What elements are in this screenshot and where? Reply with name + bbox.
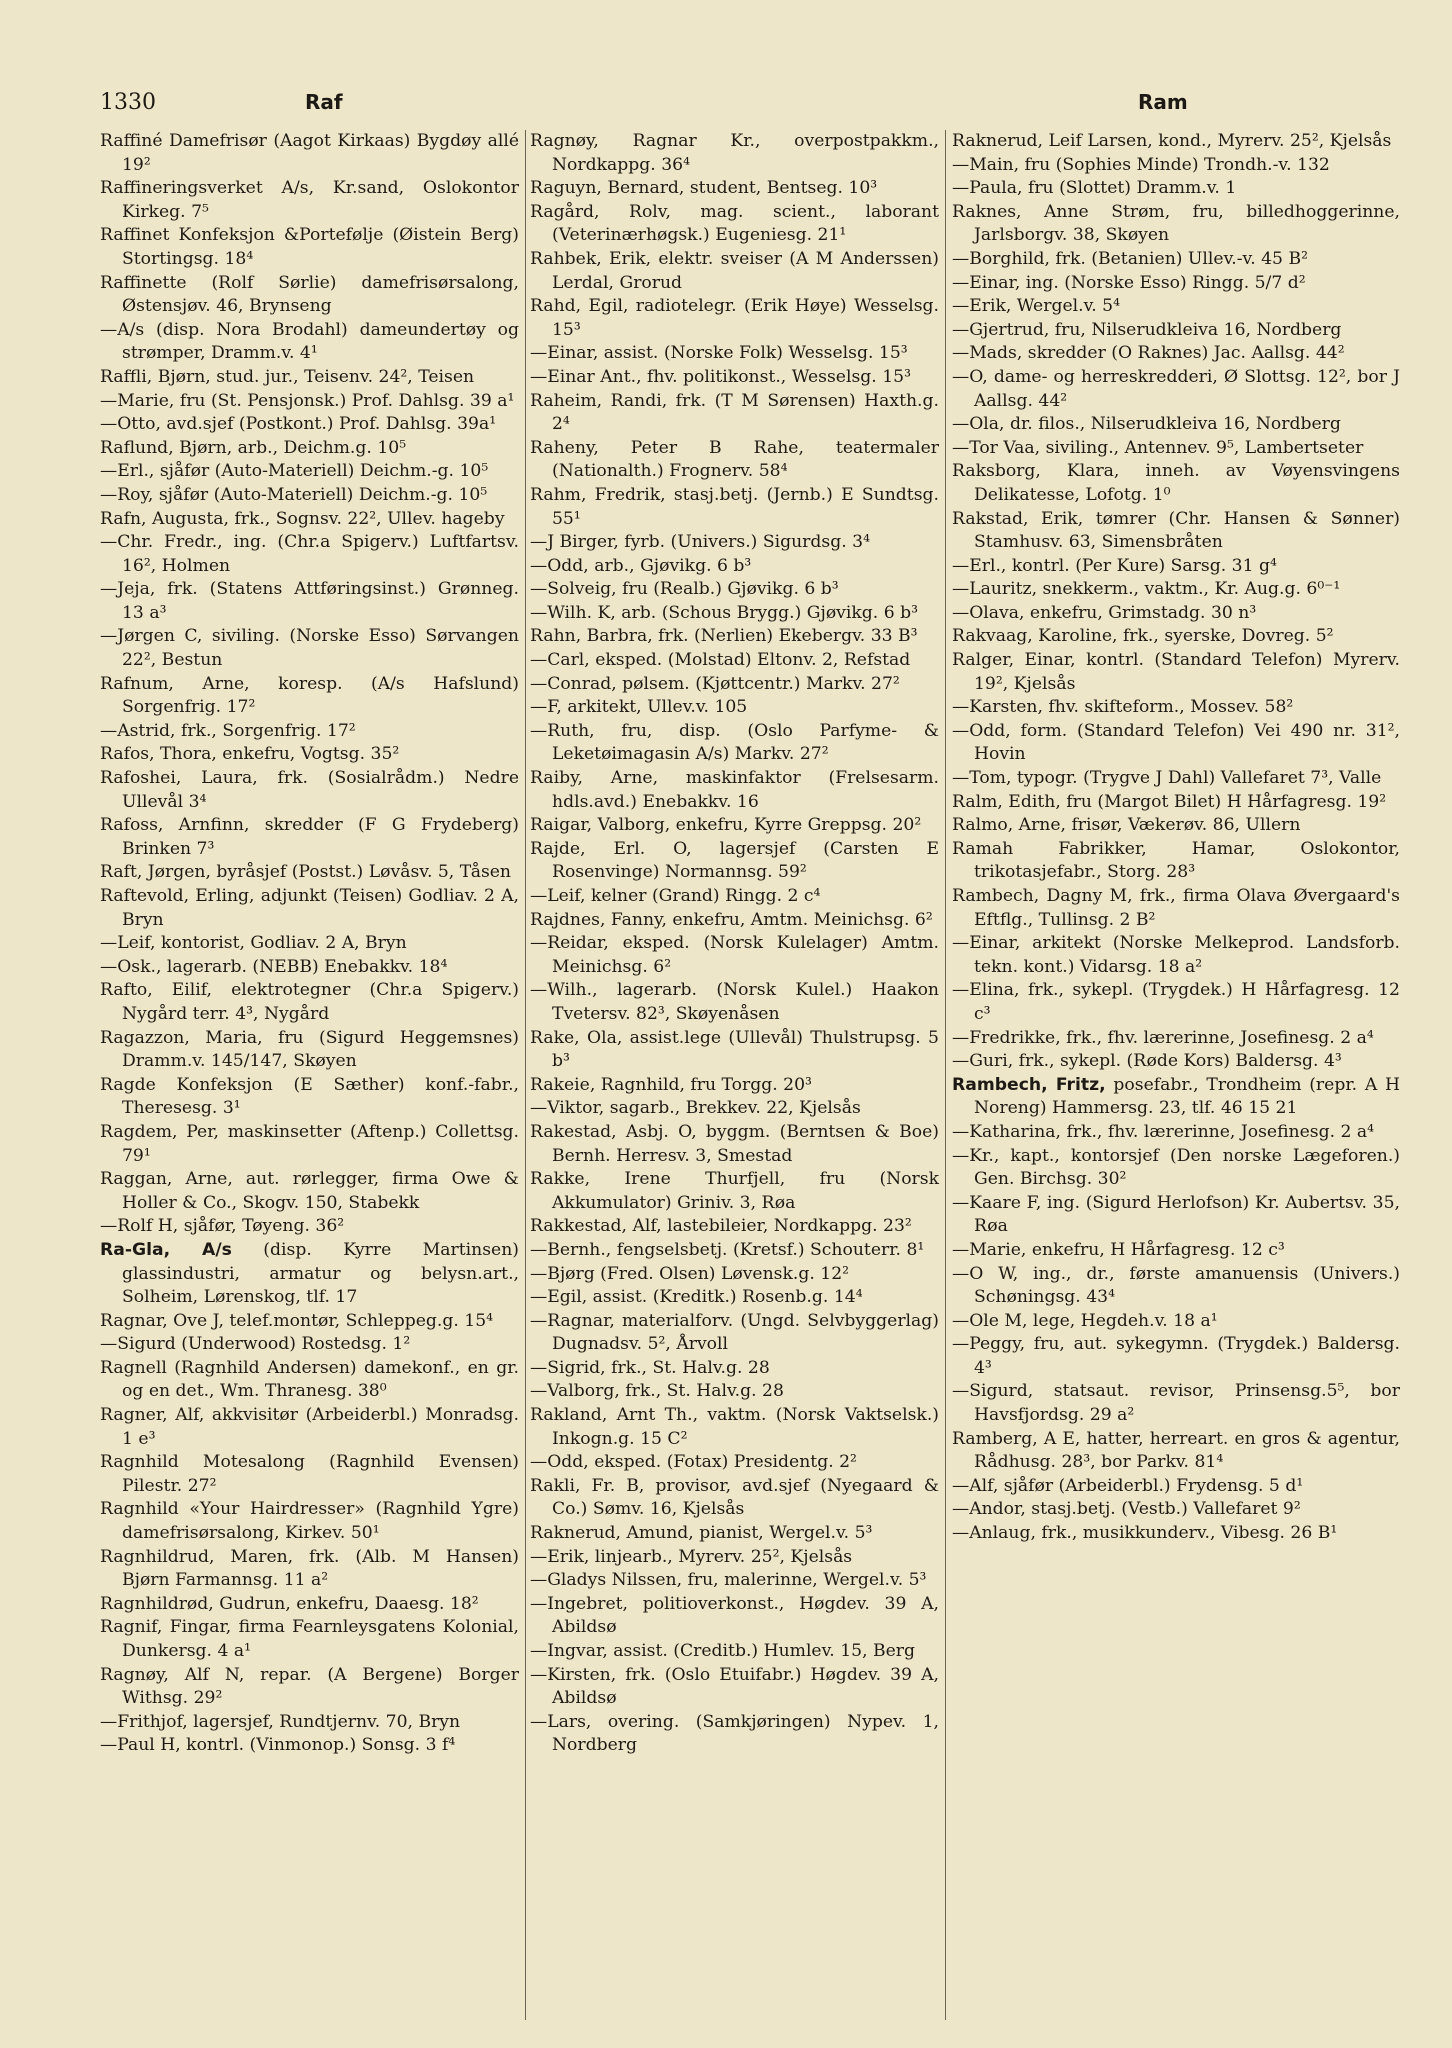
entry-text: Raheim, Randi, frk. (T M Sørensen) Haxth.g. 2⁴ bbox=[530, 390, 939, 435]
entry-text: Ramberg, A E, hatter, herreart. en gros & agentur, Rådhusg. 28³, bor Parkv. 81⁴ bbox=[952, 1428, 1400, 1473]
entry-text: —Erl., kontrl. (Per Kure) Sarsg. 31 g⁴ bbox=[952, 555, 1277, 576]
entry-text: —Gjertrud, fru, Nilserudkleiva 16, Nordberg bbox=[952, 319, 1342, 340]
directory-entry bbox=[952, 130, 1400, 154]
directory-entry bbox=[952, 578, 1400, 602]
entry-text: —Einar Ant., fhv. politikonst., Wesselsg. 15³ bbox=[530, 366, 911, 387]
entry-text: —Einar, ing. (Norske Esso) Ringg. 5/7 d² bbox=[952, 272, 1306, 293]
directory-entry bbox=[952, 508, 1400, 555]
entry-text: —Kaare F, ing. (Sigurd Herlofson) Kr. Aubertsv. 35, Røa bbox=[952, 1192, 1400, 1237]
entry-text: Rafto, Eilif, elektrotegner (Chr.a Spigerv.) Nygård terr. 4³, Nygård bbox=[100, 980, 519, 1024]
entry-text: —O W, ing., dr., første amanuensis (Univers.) Schøningsg. 43⁴ bbox=[952, 1263, 1400, 1308]
entry-text: —Lars, overing. (Samkjøringen) Nypev. 1, Nordberg bbox=[530, 1711, 939, 1756]
directory-entry bbox=[100, 1074, 519, 1121]
entry-text: Rahd, Egil, radiotelegr. (Erik Høye) Wesselsg. 15³ bbox=[530, 296, 939, 340]
entry-text: —Paula, fru (Slottet) Dramm.v. 1 bbox=[952, 178, 1237, 199]
page-number: 1330 bbox=[100, 90, 156, 115]
directory-entry bbox=[952, 1522, 1400, 1546]
directory-entry bbox=[952, 767, 1400, 791]
entry-text: Ragnøy, Alf N, repar. (A Bergene) Borger Withsg. 29² bbox=[100, 1664, 519, 1709]
directory-entry bbox=[530, 201, 939, 248]
entry-text: Ragner, Alf, akkvisitør (Arbeiderbl.) Monradsg. 1 e³ bbox=[100, 1405, 519, 1449]
columns bbox=[100, 130, 1402, 2020]
entry-text: —Solveig, fru (Realb.) Gjøvikg. 6 b³ bbox=[530, 579, 839, 600]
entry-text: —Bernh., fengselsbetj. (Kretsf.) Schouterr. 8¹ bbox=[530, 1239, 925, 1260]
directory-entry bbox=[952, 932, 1400, 979]
directory-entry bbox=[530, 1664, 939, 1711]
directory-entry bbox=[952, 1239, 1400, 1263]
entry-text: —Viktor, sagarb., Brekkev. 22, Kjelsås bbox=[530, 1098, 861, 1119]
entry-text: —Kr., kapt., kontorsjef (Den norske Lægeforen.) Gen. Birchsg. 30² bbox=[952, 1145, 1400, 1190]
entry-text: posefabr., Trondheim (repr. A H Noreng) Hammersg. 23, tlf. 46 15 21 bbox=[974, 1074, 1400, 1119]
directory-entry bbox=[530, 1451, 939, 1475]
directory-entry bbox=[952, 885, 1400, 932]
entry-text: Ragnhildrud, Maren, frk. (Alb. M Hansen) Bjørn Farmannsg. 11 a² bbox=[100, 1546, 519, 1591]
entry-text: —Ola, dr. filos., Nilserudkleiva 16, Nordberg bbox=[952, 414, 1341, 435]
directory-entry bbox=[100, 319, 519, 366]
directory-entry bbox=[530, 578, 939, 602]
entry-text: Ragdem, Per, maskinsetter (Aftenp.) Collettsg. 79¹ bbox=[100, 1121, 519, 1166]
directory-entry bbox=[530, 1380, 939, 1404]
right-guide-word: Ram bbox=[1138, 90, 1188, 114]
entry-text: Ramah Fabrikker, Hamar, Oslokontor, trikotasjefabr., Storg. 28³ bbox=[952, 838, 1400, 883]
entry-text: —Gladys Nilssen, fru, malerinne, Wergel.v. 5³ bbox=[530, 1570, 927, 1591]
directory-entry bbox=[530, 1215, 939, 1239]
entry-text: —Roy, sjåfør (Auto-Materiell) Deichm.-g. 10⁵ bbox=[100, 484, 488, 505]
directory-entry bbox=[530, 484, 939, 531]
directory-entry bbox=[100, 1616, 519, 1663]
column-1 bbox=[100, 130, 525, 2020]
directory-entry bbox=[100, 1498, 519, 1545]
entry-text: Ragazzon, Maria, fru (Sigurd Heggemsnes) Dramm.v. 145/147, Skøyen bbox=[100, 1027, 519, 1072]
directory-entry bbox=[100, 578, 519, 625]
directory-entry bbox=[952, 791, 1400, 815]
entry-text: —Ingvar, assist. (Creditb.) Humlev. 15, Berg bbox=[530, 1641, 916, 1661]
directory-entry bbox=[952, 366, 1400, 413]
entry-text: —Bjørg (Fred. Olsen) Løvensk.g. 12² bbox=[530, 1263, 850, 1284]
entry-text: —Andor, stasj.betj. (Vestb.) Vallefaret 9² bbox=[952, 1499, 1301, 1520]
entry-text: —Reidar, eksped. (Norsk Kulelager) Amtm. Meinichsg. 6² bbox=[530, 933, 939, 977]
entry-text: —O, dame- og herreskredderi, Ø Slottsg. 12², bor J Aallsg. 44² bbox=[952, 366, 1400, 411]
directory-entry bbox=[100, 1333, 519, 1357]
entry-text: —Conrad, pølsem. (Kjøttcentr.) Markv. 27² bbox=[530, 673, 900, 694]
entry-text: Ragnell (Ragnhild Andersen) damekonf., en gr. og en det., Wm. Thranesg. 38⁰ bbox=[100, 1357, 519, 1402]
directory-entry bbox=[530, 885, 939, 909]
entry-text: Rakli, Fr. B, provisor, avd.sjef (Nyegaard & Co.) Sømv. 16, Kjelsås bbox=[530, 1475, 939, 1520]
entry-text: Raffinet Konfeksjon &Portefølje (Øistein Berg) Stortingsg. 18⁴ bbox=[100, 225, 519, 269]
entry-text: —Paul H, kontrl. (Vinmonop.) Sonsg. 3 f⁴ bbox=[100, 1735, 456, 1756]
directory-entry bbox=[530, 909, 939, 933]
directory-entry bbox=[100, 861, 519, 885]
entry-text: Rake, Ola, assist.lege (Ullevål) Thulstrupsg. 5 b³ bbox=[530, 1027, 939, 1072]
column-2 bbox=[525, 130, 945, 2020]
entry-text: Raigar, Valborg, enkefru, Kyrre Greppsg. 20² bbox=[530, 815, 922, 836]
entry-text: —Valborg, frk., St. Halv.g. 28 bbox=[530, 1381, 784, 1402]
entry-text: Raftevold, Erling, adjunkt (Teisen) Godliav. 2 A, Bryn bbox=[100, 886, 519, 930]
directory-entry bbox=[952, 555, 1400, 579]
directory-entry bbox=[530, 1475, 939, 1522]
directory-entry bbox=[530, 1404, 939, 1451]
directory-entry bbox=[530, 177, 939, 201]
directory-entry bbox=[530, 130, 939, 177]
directory-entry bbox=[530, 390, 939, 437]
entry-text: —Kirsten, frk. (Oslo Etuifabr.) Høgdev. 39 A, Abildsø bbox=[530, 1664, 939, 1709]
directory-entry bbox=[100, 1215, 519, 1239]
directory-entry bbox=[100, 979, 519, 1026]
entry-text: —Rolf H, sjåfør, Tøyeng. 36² bbox=[100, 1216, 345, 1237]
directory-entry bbox=[952, 460, 1400, 507]
entry-text: Ragnhild «Your Hairdresser» (Ragnhild Ygre) damefrisørsalong, Kirkev. 50¹ bbox=[100, 1499, 519, 1544]
directory-entry bbox=[100, 1239, 519, 1310]
entry-text: —A/s (disp. Nora Brodahl) dameundertøy og strømper, Dramm.v. 4¹ bbox=[100, 319, 519, 364]
entry-text: Raffiné Damefrisør (Aagot Kirkaas) Bygdøy allé 19² bbox=[100, 131, 519, 175]
directory-entry bbox=[530, 1711, 939, 1758]
entry-text: —Jørgen C, siviling. (Norske Esso) Sørvangen 22², Bestun bbox=[100, 626, 519, 671]
directory-entry bbox=[530, 555, 939, 579]
entry-text: Raknes, Anne Strøm, fru, billedhoggerinne, Jarlsborgv. 38, Skøyen bbox=[952, 201, 1400, 246]
entry-text: —Erik, Wergel.v. 5⁴ bbox=[952, 296, 1120, 317]
entry-text: —Anlaug, frk., musikkunderv., Vibesg. 26 B¹ bbox=[952, 1523, 1338, 1544]
column-3 bbox=[945, 130, 1400, 2020]
entry-text: —Elina, frk., sykepl. (Trygdek.) H Hårfagresg. 12 c³ bbox=[952, 980, 1400, 1024]
entry-text: Ragård, Rolv, mag. scient., laborant (Veterinærhøgsk.) Eugeniesg. 21¹ bbox=[530, 201, 939, 246]
directory-entry bbox=[530, 932, 939, 979]
directory-entry bbox=[100, 224, 519, 271]
entry-text: —Ruth, fru, disp. (Oslo Parfyme- & Leketøimagasin A/s) Markv. 27² bbox=[530, 720, 939, 765]
entry-text: Ragnar, Ove J, telef.montør, Schleppeg.g. 15⁴ bbox=[100, 1310, 494, 1331]
directory-entry bbox=[952, 272, 1400, 296]
directory-entry bbox=[952, 1498, 1400, 1522]
directory-entry bbox=[530, 1027, 939, 1074]
directory-entry bbox=[952, 720, 1400, 767]
directory-entry bbox=[952, 201, 1400, 248]
directory-entry bbox=[100, 1310, 519, 1334]
directory-entry bbox=[100, 1734, 519, 1758]
entry-text: Raffli, Bjørn, stud. jur., Teisenv. 24², Teisen bbox=[100, 366, 475, 387]
entry-text: —Sigurd, statsaut. revisor, Prinsensg.5⁵, bor Havsfjordsg. 29 a² bbox=[952, 1381, 1400, 1426]
directory-entry bbox=[952, 696, 1400, 720]
entry-text: —Mads, skredder (O Raknes) Jac. Aallsg. 44² bbox=[952, 343, 1345, 364]
directory-entry bbox=[530, 838, 939, 885]
directory-entry bbox=[100, 1711, 519, 1735]
entry-text: Rafoss, Arnfinn, skredder (F G Frydeberg) Brinken 7³ bbox=[100, 815, 519, 859]
entry-text: —F, arkitekt, Ullev.v. 105 bbox=[530, 697, 748, 718]
page-header bbox=[100, 90, 1402, 124]
entry-text: Raiby, Arne, maskinfaktor (Frelsesarm. hdls.avd.) Enebakkv. 16 bbox=[530, 768, 939, 812]
directory-entry bbox=[100, 1121, 519, 1168]
directory-entry bbox=[952, 1027, 1400, 1051]
entry-text: —Chr. Fredr., ing. (Chr.a Spigerv.) Luftfartsv. 16², Holmen bbox=[100, 532, 519, 576]
entry-text: Rakvaag, Karoline, frk., syerske, Dovreg. 5² bbox=[952, 626, 1334, 647]
directory-entry bbox=[100, 673, 519, 720]
entry-text: Rakke, Irene Thurfjell, fru (Norsk Akkumulator) Griniv. 3, Røa bbox=[530, 1169, 939, 1213]
directory-entry bbox=[952, 295, 1400, 319]
entry-text: —Frithjof, lagersjef, Rundtjernv. 70, Bryn bbox=[100, 1711, 461, 1732]
directory-entry bbox=[530, 1121, 939, 1168]
entry-text: —Jeja, frk. (Statens Attføringsinst.) Grønneg. 13 a³ bbox=[100, 579, 519, 623]
directory-entry bbox=[952, 1192, 1400, 1239]
entry-text: Raggan, Arne, aut. rørlegger, firma Owe & Holler & Co., Skogv. 150, Stabekk bbox=[100, 1169, 519, 1213]
directory-entry bbox=[530, 1357, 939, 1381]
entry-text: —Osk., lagerarb. (NEBB) Enebakkv. 18⁴ bbox=[100, 956, 448, 977]
entry-text: —Lauritz, snekkerm., vaktm., Kr. Aug.g. 6⁰⁻¹ bbox=[952, 579, 1341, 600]
directory-entry bbox=[530, 649, 939, 673]
directory-entry bbox=[100, 1357, 519, 1404]
directory-entry bbox=[530, 696, 939, 720]
entry-text: —Alf, sjåfør (Arbeiderbl.) Frydensg. 5 d¹ bbox=[952, 1475, 1304, 1496]
directory-entry bbox=[952, 602, 1400, 626]
directory-entry bbox=[100, 625, 519, 672]
directory-entry bbox=[530, 1569, 939, 1593]
directory-entry bbox=[530, 1593, 939, 1640]
entry-text: —Einar, arkitekt (Norske Melkeprod. Landsforb. tekn. kont.) Vidarsg. 18 a² bbox=[952, 933, 1400, 977]
entry-text: Raknerud, Amund, pianist, Wergel.v. 5³ bbox=[530, 1523, 873, 1544]
directory-entry bbox=[952, 1380, 1400, 1427]
directory-entry bbox=[952, 1333, 1400, 1380]
directory-entry bbox=[952, 979, 1400, 1026]
entry-text: Raguyn, Bernard, student, Bentseg. 10³ bbox=[530, 178, 878, 199]
entry-text: Rakstad, Erik, tømrer (Chr. Hansen & Sønner) Stamhusv. 63, Simensbråten bbox=[952, 508, 1400, 553]
entry-text: Rakestad, Asbj. O, byggm. (Berntsen & Boe) Bernh. Herresv. 3, Smestad bbox=[530, 1121, 939, 1166]
directory-entry bbox=[952, 1475, 1400, 1499]
entry-text: —Erik, linjearb., Myrerv. 25², Kjelsås bbox=[530, 1546, 853, 1567]
directory-entry bbox=[952, 1121, 1400, 1145]
directory-entry bbox=[952, 1074, 1400, 1121]
entry-text: Rafos, Thora, enkefru, Vogtsg. 35² bbox=[100, 744, 400, 765]
entry-text: —Astrid, frk., Sorgenfrig. 17² bbox=[100, 720, 356, 741]
directory-entry bbox=[100, 1168, 519, 1215]
entry-text: Rahm, Fredrik, stasj.betj. (Jernb.) E Sundtsg. 55¹ bbox=[530, 484, 939, 529]
directory-entry bbox=[952, 838, 1400, 885]
entry-text: —Ingebret, politioverkonst., Høgdev. 39 A, Abildsø bbox=[530, 1593, 939, 1638]
directory-entry bbox=[100, 1027, 519, 1074]
entry-text: Raknerud, Leif Larsen, kond., Myrerv. 25², Kjelsås bbox=[952, 131, 1392, 151]
entry-text: Raflund, Bjørn, arb., Deichm.g. 10⁵ bbox=[100, 437, 407, 458]
directory-entry bbox=[100, 814, 519, 861]
entry-text: Rakkestad, Alf, lastebileier, Nordkappg. 23² bbox=[530, 1216, 912, 1237]
entry-text: —Leif, kontorist, Godliav. 2 A, Bryn bbox=[100, 933, 407, 954]
entry-text: —Borghild, frk. (Betanien) Ullev.-v. 45 B² bbox=[952, 248, 1308, 269]
entry-text: —Olava, enkefru, Grimstadg. 30 n³ bbox=[952, 602, 1257, 623]
directory-entry bbox=[530, 673, 939, 697]
directory-entry bbox=[100, 1546, 519, 1593]
directory-entry bbox=[100, 366, 519, 390]
directory-entry bbox=[952, 437, 1400, 461]
entry-text: Ragnif, Fingar, firma Fearnleysgatens Kolonial, Dunkersg. 4 a¹ bbox=[100, 1617, 519, 1661]
directory-entry bbox=[530, 1239, 939, 1263]
directory-entry bbox=[530, 1310, 939, 1357]
entry-text: Rafoshei, Laura, frk. (Sosialrådm.) Nedre Ullevål 3⁴ bbox=[100, 768, 519, 812]
entry-text: —Ole M, lege, Hegdeh.v. 18 a¹ bbox=[952, 1310, 1218, 1331]
entry-text: Raksborg, Klara, inneh. av Vøyensvingens Delikatesse, Lofotg. 1⁰ bbox=[952, 461, 1400, 505]
entry-text: Rahn, Barbra, frk. (Nerlien) Ekebergv. 33 B³ bbox=[530, 626, 918, 647]
directory-entry bbox=[952, 154, 1400, 178]
directory-entry bbox=[530, 1097, 939, 1121]
directory-entry bbox=[952, 1310, 1400, 1334]
directory-entry bbox=[530, 1546, 939, 1570]
directory-entry bbox=[100, 130, 519, 177]
entry-text: —Fredrikke, frk., fhv. lærerinne, Josefinesg. 2 a⁴ bbox=[952, 1027, 1374, 1048]
directory-entry bbox=[952, 1050, 1400, 1074]
directory-entry bbox=[530, 1074, 939, 1098]
entry-text: —Ragnar, materialforv. (Ungd. Selvbyggerlag) Dugnadsv. 5², Årvoll bbox=[530, 1310, 939, 1355]
entry-text: —Einar, assist. (Norske Folk) Wesselsg. 15³ bbox=[530, 343, 908, 364]
entry-text: —Marie, fru (St. Pensjonsk.) Prof. Dahlsg. 39 a¹ bbox=[100, 390, 515, 411]
directory-entry bbox=[530, 1168, 939, 1215]
entry-text: —Katharina, frk., fhv. lærerinne, Josefinesg. 2 a⁴ bbox=[952, 1121, 1375, 1142]
directory-entry bbox=[530, 248, 939, 295]
entry-text: —Odd, form. (Standard Telefon) Vei 490 nr. 31², Hovin bbox=[952, 720, 1400, 765]
entry-text: —J Birger, fyrb. (Univers.) Sigurdsg. 3⁴ bbox=[530, 532, 870, 553]
entry-text: —Sigurd (Underwood) Rostedsg. 1² bbox=[100, 1334, 411, 1355]
entry-text: Rakeie, Ragnhild, fru Torgg. 20³ bbox=[530, 1074, 812, 1095]
directory-entry bbox=[100, 531, 519, 578]
entry-text: —Main, fru (Sophies Minde) Trondh.-v. 132 bbox=[952, 154, 1330, 175]
directory-entry bbox=[952, 1145, 1400, 1192]
directory-entry bbox=[952, 814, 1400, 838]
directory-entry bbox=[100, 1593, 519, 1617]
directory-entry bbox=[100, 272, 519, 319]
directory-entry bbox=[530, 979, 939, 1026]
entry-text: (disp. Kyrre Martinsen) glassindustri, armatur og belysn.art., Solheim, Lørenskog, tlf. 17 bbox=[122, 1239, 519, 1308]
entry-bold-name: Ra-Gla, A/s bbox=[100, 1239, 232, 1260]
entry-text: —Egil, assist. (Kreditk.) Rosenb.g. 14⁴ bbox=[530, 1287, 863, 1308]
directory-entry bbox=[100, 484, 519, 508]
entry-text: Rajde, Erl. O, lagersjef (Carsten E Rosenvinge) Normannsg. 59² bbox=[530, 838, 939, 883]
directory-entry bbox=[100, 508, 519, 532]
directory-entry bbox=[530, 814, 939, 838]
left-guide-word: Raf bbox=[305, 90, 343, 114]
entry-text: Ragde Konfeksjon (E Sæther) konf.-fabr., Theresesg. 3¹ bbox=[100, 1074, 519, 1119]
entry-text: Rafnum, Arne, koresp. (A/s Hafslund) Sorgenfrig. 17² bbox=[100, 673, 519, 718]
directory-entry bbox=[952, 177, 1400, 201]
directory-entry bbox=[530, 602, 939, 626]
entry-bold-name: Rambech, Fritz, bbox=[952, 1074, 1106, 1095]
directory-entry bbox=[530, 1522, 939, 1546]
entry-text: Ralm, Edith, fru (Margot Bilet) H Hårfagresg. 19² bbox=[952, 791, 1387, 812]
entry-text: Rahbek, Erik, elektr. sveiser (A M Anderssen) Lerdal, Grorud bbox=[530, 248, 939, 293]
directory-entry bbox=[100, 177, 519, 224]
directory-entry bbox=[952, 625, 1400, 649]
entry-text: —Karsten, fhv. skifteform., Mossev. 58² bbox=[952, 697, 1294, 718]
directory-entry bbox=[100, 1451, 519, 1498]
directory-entry bbox=[530, 531, 939, 555]
entry-text: Ragnhild Motesalong (Ragnhild Evensen) Pilestr. 27² bbox=[100, 1452, 519, 1496]
entry-text: —Sigrid, frk., St. Halv.g. 28 bbox=[530, 1357, 770, 1378]
directory-entry bbox=[100, 1664, 519, 1711]
directory-entry bbox=[952, 1428, 1400, 1475]
entry-text: Ralger, Einar, kontrl. (Standard Telefon) Myrerv. 19², Kjelsås bbox=[952, 650, 1400, 694]
entry-text: —Wilh. K, arb. (Schous Brygg.) Gjøvikg. 6 b³ bbox=[530, 602, 919, 623]
directory-entry bbox=[100, 437, 519, 461]
directory-entry bbox=[952, 1263, 1400, 1310]
entry-text: —Tor Vaa, siviling., Antennev. 9⁵, Lambertseter bbox=[952, 437, 1364, 458]
directory-entry bbox=[530, 1263, 939, 1287]
directory-entry bbox=[952, 319, 1400, 343]
entry-text: —Peggy, fru, aut. sykegymn. (Trygdek.) Baldersg. 4³ bbox=[952, 1334, 1400, 1378]
entry-text: Raffinette (Rolf Sørlie) damefrisørsalong, Østensjøv. 46, Brynseng bbox=[100, 272, 519, 317]
entry-text: —Odd, eksped. (Fotax) Presidentg. 2² bbox=[530, 1452, 857, 1473]
directory-entry bbox=[100, 720, 519, 744]
entry-text: —Tom, typogr. (Trygve J Dahl) Vallefaret 7³, Valle bbox=[952, 768, 1382, 789]
entry-text: Rajdnes, Fanny, enkefru, Amtm. Meinichsg. 6² bbox=[530, 909, 933, 930]
directory-entry bbox=[530, 720, 939, 767]
directory-entry bbox=[530, 437, 939, 484]
entry-text: —Otto, avd.sjef (Postkont.) Prof. Dahlsg. 39a¹ bbox=[100, 414, 497, 435]
directory-entry bbox=[530, 295, 939, 342]
entry-text: —Erl., sjåfør (Auto-Materiell) Deichm.-g. 10⁵ bbox=[100, 461, 489, 482]
directory-entry bbox=[100, 743, 519, 767]
directory-entry bbox=[530, 625, 939, 649]
entry-text: Rafn, Augusta, frk., Sognsv. 22², Ullev. hageby bbox=[100, 508, 505, 529]
directory-entry bbox=[100, 767, 519, 814]
directory-entry bbox=[952, 248, 1400, 272]
directory-entry bbox=[530, 366, 939, 390]
directory-entry bbox=[100, 390, 519, 414]
directory-entry bbox=[530, 1286, 939, 1310]
directory-entry bbox=[952, 413, 1400, 437]
entry-text: —Guri, frk., sykepl. (Røde Kors) Baldersg. 4³ bbox=[952, 1051, 1342, 1072]
entry-text: Raheny, Peter B Rahe, teatermaler (Nationalth.) Frognerv. 58⁴ bbox=[530, 437, 939, 482]
directory-entry bbox=[100, 1404, 519, 1451]
entry-text: Rakland, Arnt Th., vaktm. (Norsk Vaktselsk.) Inkogn.g. 15 C² bbox=[530, 1405, 939, 1449]
directory-entry bbox=[530, 767, 939, 814]
entry-text: Rambech, Dagny M, frk., firma Olava Øvergaard's Eftflg., Tullinsg. 2 B² bbox=[952, 886, 1400, 930]
entry-text: Ragnøy, Ragnar Kr., overpostpakkm., Nordkappg. 36⁴ bbox=[530, 131, 939, 175]
directory-entry bbox=[100, 932, 519, 956]
entry-text: —Leif, kelner (Grand) Ringg. 2 c⁴ bbox=[530, 886, 821, 906]
directory-entry bbox=[952, 342, 1400, 366]
entry-text: —Carl, eksped. (Molstad) Eltonv. 2, Refstad bbox=[530, 650, 911, 671]
entry-text: Raffineringsverket A/s, Kr.sand, Oslokontor Kirkeg. 7⁵ bbox=[100, 178, 519, 222]
entry-text: Ragnhildrød, Gudrun, enkefru, Daaesg. 18² bbox=[100, 1593, 479, 1614]
directory-entry bbox=[100, 885, 519, 932]
entry-text: Raft, Jørgen, byråsjef (Postst.) Løvåsv. 5, Tåsen bbox=[100, 862, 512, 883]
directory-entry bbox=[100, 413, 519, 437]
entry-text: —Wilh., lagerarb. (Norsk Kulel.) Haakon Tvetersv. 82³, Skøyenåsen bbox=[530, 980, 939, 1024]
directory-entry bbox=[530, 342, 939, 366]
entry-text: —Marie, enkefru, H Hårfagresg. 12 c³ bbox=[952, 1239, 1285, 1260]
directory-entry bbox=[530, 1640, 939, 1664]
directory-entry bbox=[100, 956, 519, 980]
directory-entry bbox=[100, 460, 519, 484]
directory-entry bbox=[952, 649, 1400, 696]
entry-text: Ralmo, Arne, frisør, Vækerøv. 86, Ullern bbox=[952, 815, 1301, 836]
entry-text: —Odd, arb., Gjøvikg. 6 b³ bbox=[530, 555, 752, 576]
